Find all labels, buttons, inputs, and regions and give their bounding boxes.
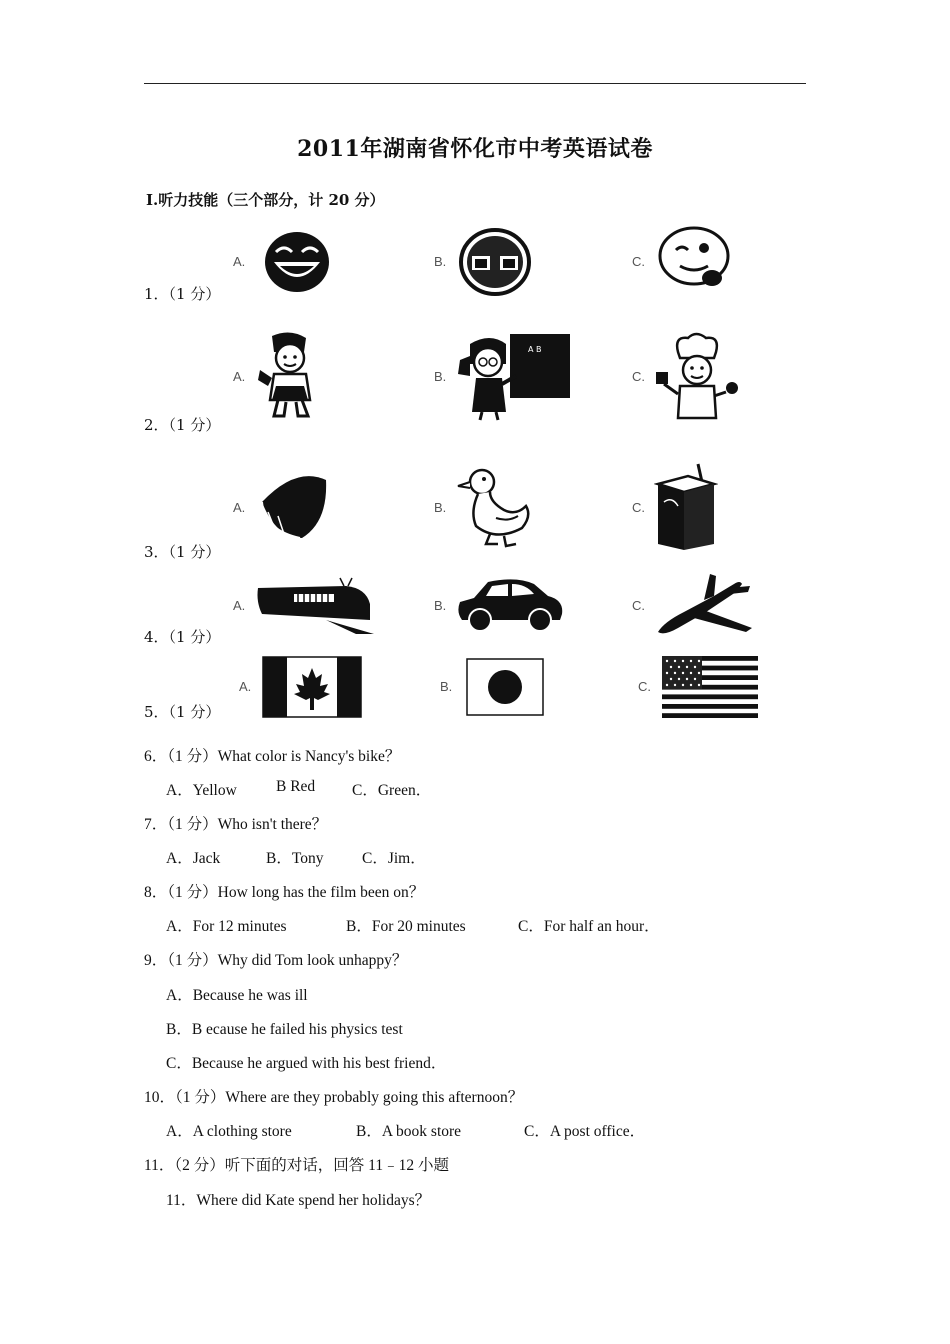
question-1-number: 1．（1 分） xyxy=(144,285,221,303)
q2-option-a-letter: A. xyxy=(233,369,246,384)
page-title: 2011年湖南省怀化市中考英语试卷 xyxy=(297,136,653,162)
question-3-number: 3．（1 分） xyxy=(144,543,221,561)
svg-text:A B: A B xyxy=(528,345,542,354)
q4-option-c-letter: C. xyxy=(632,598,645,613)
duck-icon[interactable] xyxy=(456,466,536,550)
q2-option-b-letter: B. xyxy=(434,369,447,384)
question-6-stem: 6．（1 分）What color is Nancy's bike？ xyxy=(144,748,401,765)
header-rule xyxy=(144,83,806,84)
q4-option-b-letter: B. xyxy=(434,598,447,613)
sub-question-11: 11．Where did Kate spend her holidays？ xyxy=(166,1192,431,1209)
q5-option-c-letter: C. xyxy=(638,679,651,694)
question-4-number: 4．（1 分） xyxy=(144,628,221,646)
airplane-icon[interactable] xyxy=(654,572,756,640)
question-9-stem: 9．（1 分）Why did Tom look unhappy？ xyxy=(144,952,408,969)
usa-flag-icon[interactable] xyxy=(662,656,758,718)
crying-face-icon[interactable] xyxy=(458,226,532,296)
japan-flag-icon[interactable] xyxy=(466,658,544,716)
q1-option-b-letter: B. xyxy=(434,254,447,269)
car-icon[interactable] xyxy=(456,574,566,634)
teacher-at-blackboard-icon[interactable] xyxy=(456,330,572,422)
question-5-number: 5．（1 分） xyxy=(144,703,221,721)
q8-option-b[interactable]: B．For 20 minutes xyxy=(346,918,466,935)
question-10-stem: 10．（1 分）Where are they probably going this afternoon？ xyxy=(144,1089,524,1106)
q5-option-a-letter: A. xyxy=(239,679,252,694)
q7-option-c[interactable]: C．Jim． xyxy=(362,850,426,867)
winking-tongue-face-icon[interactable] xyxy=(656,226,732,292)
dancer-girl-icon[interactable] xyxy=(254,330,326,420)
q5-option-b-letter: B. xyxy=(440,679,453,694)
q10-option-b[interactable]: B．A book store xyxy=(356,1123,462,1140)
q7-option-a[interactable]: A．Jack xyxy=(166,850,221,867)
q4-option-a-letter: A. xyxy=(233,598,246,613)
q6-option-c[interactable]: C．Green． xyxy=(352,782,432,799)
watermelon-slice-icon[interactable] xyxy=(256,472,330,542)
q9-option-c[interactable]: C．Because he argued with his best friend． xyxy=(166,1055,447,1072)
q2-option-c-letter: C. xyxy=(632,369,645,384)
train-icon[interactable] xyxy=(256,574,378,636)
q3-option-b-letter: B. xyxy=(434,500,447,515)
question-8-stem: 8．（1 分）How long has the film been on？ xyxy=(144,884,425,901)
section-heading: Ⅰ.听力技能（三个部分，计 20 分） xyxy=(146,191,385,209)
question-7-stem: 7．（1 分）Who isn't there？ xyxy=(144,816,328,833)
question-2-number: 2．（1 分） xyxy=(144,416,221,434)
q1-option-a-letter: A. xyxy=(233,254,246,269)
q8-option-a[interactable]: A．For 12 minutes xyxy=(166,918,287,935)
q1-option-c-letter: C. xyxy=(632,254,645,269)
laughing-face-icon[interactable] xyxy=(262,230,332,295)
q3-option-a-letter: A. xyxy=(233,500,246,515)
q8-option-c[interactable]: C．For half an hour． xyxy=(518,918,660,935)
q10-option-a[interactable]: A．A clothing store xyxy=(166,1123,292,1140)
juice-box-icon[interactable] xyxy=(654,462,718,554)
cook-chef-icon[interactable] xyxy=(652,332,742,422)
q3-option-c-letter: C. xyxy=(632,500,645,515)
q6-option-a[interactable]: A．Yellow xyxy=(166,782,237,799)
q10-option-c[interactable]: C．A post office． xyxy=(524,1123,646,1140)
q9-option-a[interactable]: A．Because he was ill xyxy=(166,987,308,1004)
q7-option-b[interactable]: B．Tony xyxy=(266,850,324,867)
canada-flag-icon[interactable] xyxy=(262,656,362,718)
question-11-stem: 11．（2 分）听下面的对话，回答 11﹣12 小题 xyxy=(144,1157,449,1174)
q9-option-b[interactable]: B．B ecause he failed his physics test xyxy=(166,1021,403,1038)
q6-option-b[interactable]: B Red xyxy=(276,778,316,795)
